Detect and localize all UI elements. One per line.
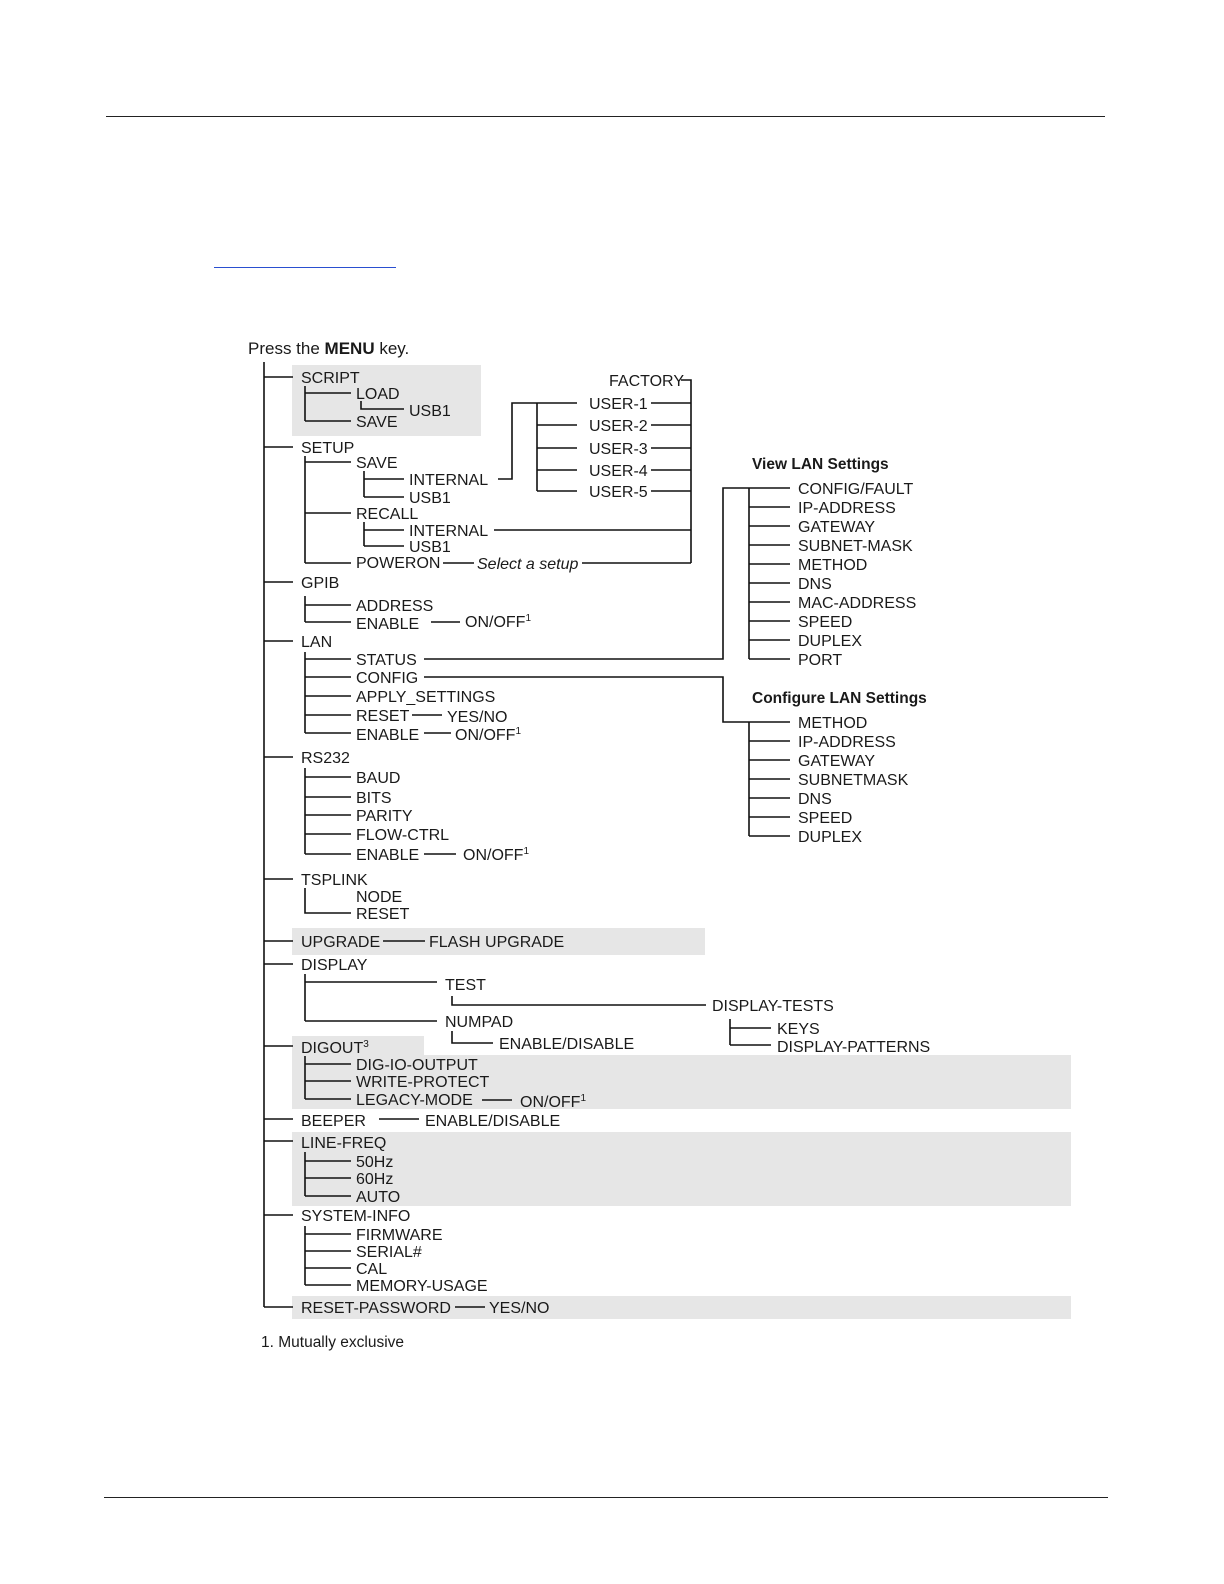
config-lan-item: METHOD	[798, 715, 868, 732]
menu-line-freq-auto: AUTO	[356, 1189, 401, 1206]
menu-rs232-flow-ctrl: FLOW-CTRL	[356, 827, 450, 844]
menu-setup-poweron: POWERON	[356, 555, 441, 572]
configure-lan-settings-list	[798, 715, 909, 846]
setup-factory: FACTORY	[609, 373, 684, 390]
view-lan-item: SUBNET-MASK	[798, 538, 913, 555]
menu-upgrade: UPGRADE	[301, 934, 381, 951]
gpib-onoff: ON/OFF$^1$	[465, 613, 531, 631]
menu-memory-usage: MEMORY-USAGE	[356, 1278, 488, 1295]
lan-reset-yesno: YES/NO	[447, 709, 508, 726]
menu-rs232-baud: BAUD	[356, 770, 401, 787]
view-lan-item: METHOD	[798, 557, 868, 574]
legacy-onoff: ON/OFF$^1$	[520, 1093, 586, 1111]
flash-upgrade: FLASH UPGRADE	[429, 934, 565, 951]
select-setup-label: Select a setup	[477, 556, 579, 573]
menu-rs232-parity: PARITY	[356, 808, 413, 825]
numpad-enable-disable: ENABLE/DISABLE	[499, 1036, 635, 1053]
configure-lan-settings-title: Configure LAN Settings	[752, 690, 927, 707]
view-lan-item: DNS	[798, 576, 832, 593]
menu-serial: SERIAL#	[356, 1244, 422, 1261]
menu-beeper: BEEPER	[301, 1113, 366, 1130]
view-lan-item: CONFIG/FAULT	[798, 481, 914, 498]
menu-display: DISPLAY	[301, 957, 368, 974]
view-lan-item: SPEED	[798, 614, 853, 631]
menu-rs232-enable: ENABLE	[356, 847, 420, 864]
menu-setup-save-internal: INTERNAL	[409, 472, 489, 489]
menu-tsplink-node: NODE	[356, 889, 403, 906]
menu-setup-recall-usb1: USB1	[409, 539, 451, 556]
menu-line-freq-50hz: 50Hz	[356, 1154, 394, 1171]
setup-user-3: USER-3	[589, 441, 648, 458]
display-patterns: DISPLAY-PATTERNS	[777, 1039, 931, 1056]
view-lan-settings-title: View LAN Settings	[752, 456, 889, 473]
menu-line-freq: LINE-FREQ	[301, 1135, 387, 1152]
menu-script-save: SAVE	[356, 414, 398, 431]
menu-write-protect: WRITE-PROTECT	[356, 1074, 490, 1091]
menu-legacy-mode: LEGACY-MODE	[356, 1092, 473, 1109]
view-lan-settings-list	[798, 481, 916, 669]
setup-user-5: USER-5	[589, 484, 648, 501]
display-keys: KEYS	[777, 1021, 820, 1038]
menu-firmware: FIRMWARE	[356, 1227, 443, 1244]
menu-gpib: GPIB	[301, 575, 340, 592]
menu-gpib-address: ADDRESS	[356, 598, 434, 615]
view-lan-item: MAC-ADDRESS	[798, 595, 917, 612]
config-lan-item: IP-ADDRESS	[798, 734, 896, 751]
display-tests: DISPLAY-TESTS	[712, 998, 834, 1015]
menu-tsplink: TSPLINK	[301, 872, 368, 889]
menu-lan-status: STATUS	[356, 652, 417, 669]
menu-reset-password: RESET-PASSWORD	[301, 1300, 451, 1317]
menu-dig-io-output: DIG-IO-OUTPUT	[356, 1057, 478, 1074]
menu-lan-enable: ENABLE	[356, 727, 420, 744]
menu-lan-apply-settings: APPLY_SETTINGS	[356, 689, 496, 706]
menu-system-info: SYSTEM-INFO	[301, 1208, 411, 1225]
config-lan-item: SUBNETMASK	[798, 772, 909, 789]
view-lan-item: IP-ADDRESS	[798, 500, 896, 517]
menu-setup-save-usb1: USB1	[409, 490, 451, 507]
menu-setup-recall: RECALL	[356, 506, 419, 523]
intro-text: Press the MENU key.	[248, 339, 410, 358]
config-lan-item: DUPLEX	[798, 829, 863, 846]
setup-user-2: USER-2	[589, 418, 648, 435]
config-lan-item: DNS	[798, 791, 832, 808]
menu-setup-recall-internal: INTERNAL	[409, 523, 489, 540]
view-lan-item: PORT	[798, 652, 843, 669]
menu-rs232: RS232	[301, 750, 350, 767]
menu-lan-reset: RESET	[356, 708, 410, 725]
menu-rs232-bits: BITS	[356, 790, 392, 807]
menu-tsplink-reset: RESET	[356, 906, 410, 923]
menu-script-usb1: USB1	[409, 403, 451, 420]
lan-onoff: ON/OFF$^1$	[455, 726, 521, 744]
view-lan-item: DUPLEX	[798, 633, 863, 650]
menu-script-load: LOAD	[356, 386, 400, 403]
setup-user-1: USER-1	[589, 396, 648, 413]
config-lan-item: GATEWAY	[798, 753, 876, 770]
menu-digout: DIGOUT$^3$	[301, 1039, 369, 1057]
menu-setup: SETUP	[301, 440, 355, 457]
menu-script: SCRIPT	[301, 370, 360, 387]
menu-setup-save: SAVE	[356, 455, 398, 472]
setup-user-4: USER-4	[589, 463, 648, 480]
view-lan-item: GATEWAY	[798, 519, 876, 536]
menu-lan-config: CONFIG	[356, 670, 419, 687]
menu-display-test: TEST	[445, 977, 486, 994]
menu-gpib-enable: ENABLE	[356, 616, 420, 633]
menu-display-numpad: NUMPAD	[445, 1014, 514, 1031]
rs232-onoff: ON/OFF$^1$	[463, 846, 529, 864]
menu-line-freq-60hz: 60Hz	[356, 1171, 394, 1188]
footnote: 1. Mutually exclusive	[261, 1334, 405, 1351]
beeper-enable-disable: ENABLE/DISABLE	[425, 1113, 561, 1130]
menu-cal: CAL	[356, 1261, 388, 1278]
reset-password-yesno: YES/NO	[489, 1300, 550, 1317]
config-lan-item: SPEED	[798, 810, 853, 827]
menu-lan: LAN	[301, 634, 333, 651]
